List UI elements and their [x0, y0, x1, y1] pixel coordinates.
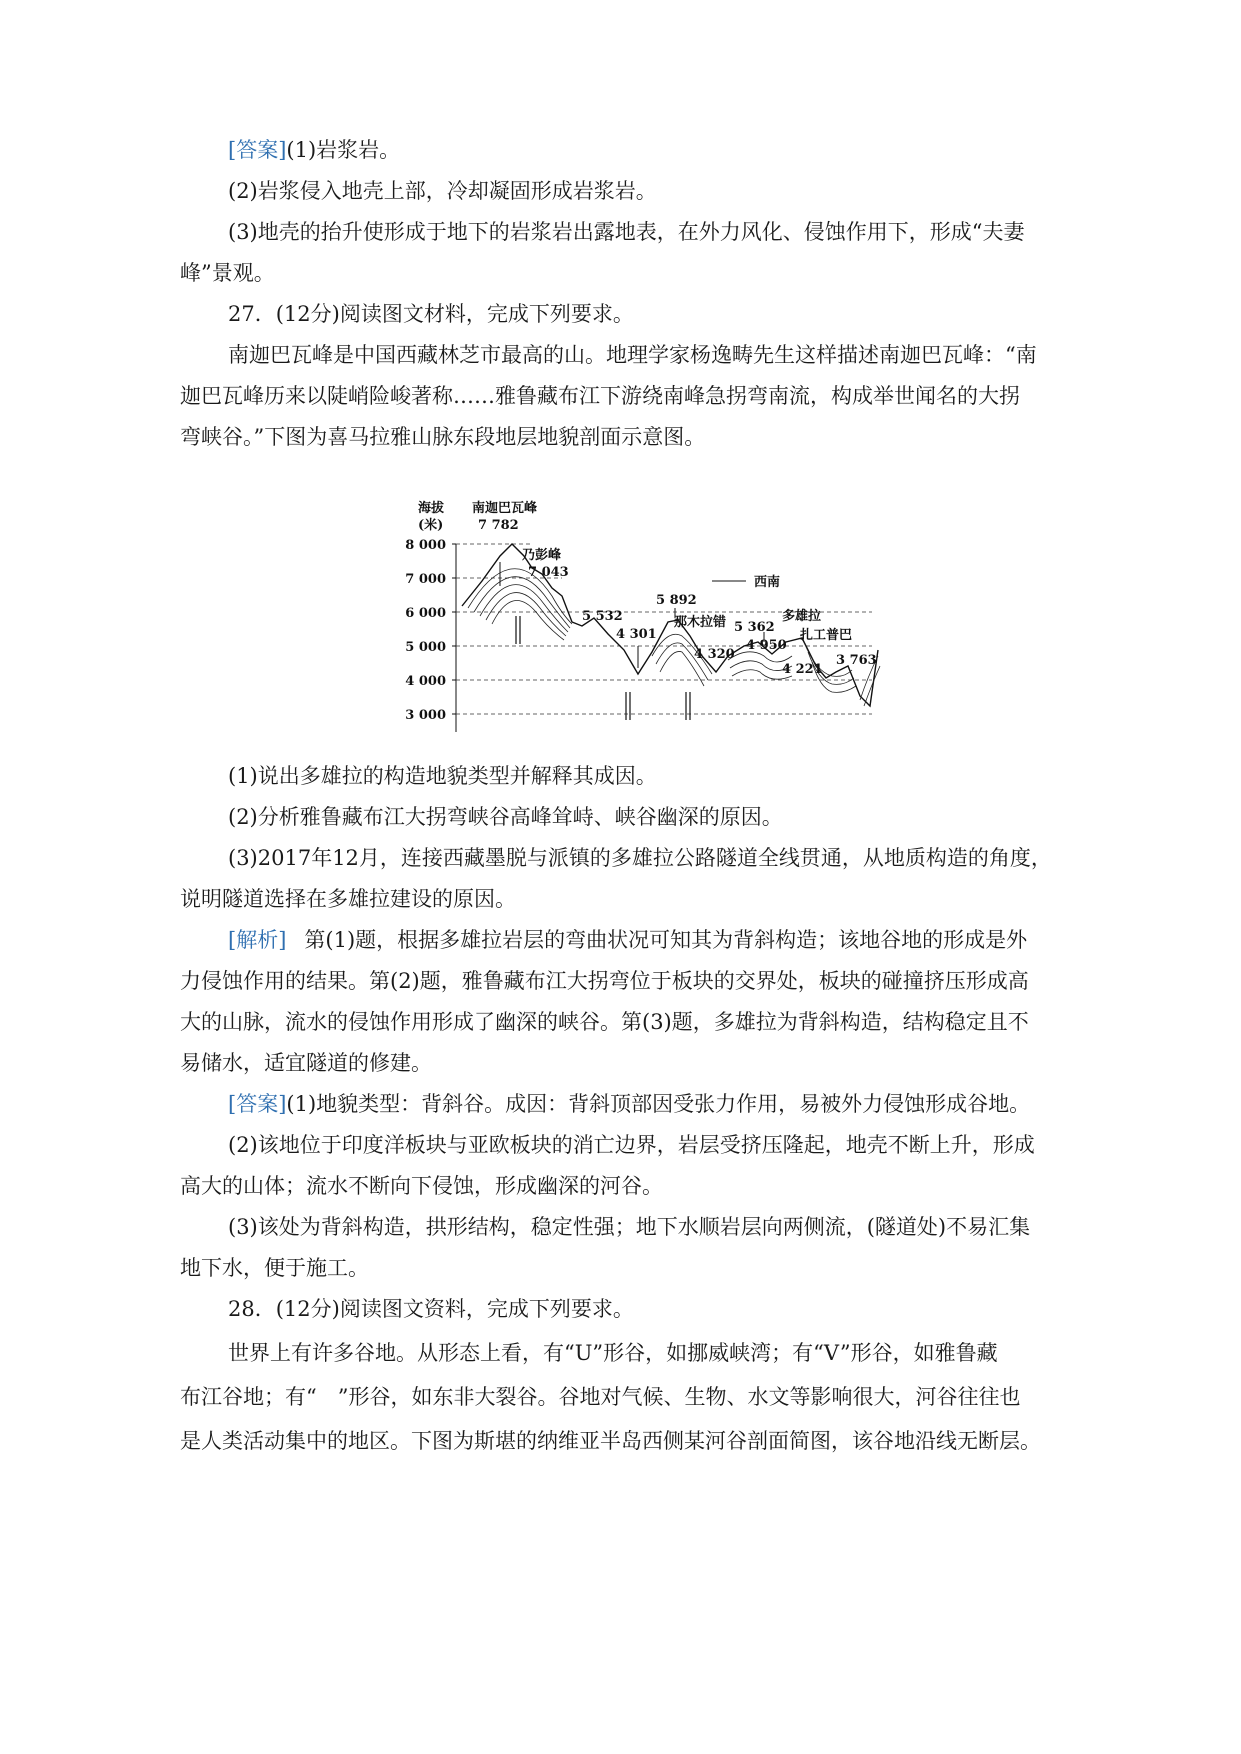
tick-label-6000: 6 000	[405, 606, 446, 621]
analysis-line-4: 易储水，适宜隧道的修建。	[180, 1051, 432, 1075]
label-namcha-barwa: 南迦巴瓦峰	[472, 501, 538, 516]
analysis-line-1: [解析] 第(1)题，根据多雄拉岩层的弯曲状况可知其为背斜构造；该地谷地的形成是外	[228, 928, 1028, 952]
q27-answer-line-2: (2)该地位于印度洋板块与亚欧板块的消亡边界，岩层受挤压隆起，地壳不断上升，形成	[228, 1133, 1035, 1157]
terrain-profile-line	[462, 544, 878, 706]
q27-paragraph-line-2: 迦巴瓦峰历来以陡峭险峻著称……雅鲁藏布江下游绕南峰急拐弯南流，构成举世闻名的大拐	[180, 384, 1020, 408]
tick-label-3000: 3 000	[405, 708, 446, 723]
tick-label-8000: 8 000	[405, 538, 446, 553]
label-duoxiongla: 多雄拉	[782, 609, 822, 624]
tick-label-5000: 5 000	[405, 640, 446, 655]
q28-paragraph-line-1: 世界上有许多谷地。从形态上看，有“U”形谷，如挪威峡湾；有“V”形谷，如雅鲁藏	[228, 1341, 998, 1365]
q27-question-1: (1)说出多雄拉的构造地貌类型并解释其成因。	[228, 764, 657, 788]
analysis-tag: [解析]	[228, 928, 287, 952]
geologic-cross-section-figure	[405, 496, 882, 740]
answer-line-3: (3)地壳的抬升使形成于地下的岩浆岩出露地表，在外力风化、侵蚀作用下，形成“夫妻	[228, 220, 1025, 244]
q28-paragraph-line-2: 布江谷地；有“ ”形谷，如东非大裂谷。谷地对气候、生物、水文等影响很大，河谷往往也	[180, 1385, 1021, 1409]
label-7043: 7 043	[528, 565, 569, 580]
label-5362: 5 362	[734, 620, 775, 635]
label-southwest: 西南	[754, 575, 781, 590]
analysis-line-2: 力侵蚀作用的结果。第(2)题，雅鲁藏布江大拐弯位于板块的交界处，板块的碰撞挤压形成高	[180, 969, 1029, 993]
label-4221: 4 221	[782, 662, 823, 677]
answer-tag: [答案]	[228, 138, 287, 162]
label-zhagong-puba: 扎工普巴	[800, 628, 853, 643]
label-5892: 5 892	[656, 593, 697, 608]
answer-line-3-cont: 峰”景观。	[180, 261, 275, 285]
y-ticks	[452, 544, 456, 714]
fault-markers	[516, 616, 690, 720]
label-4301: 4 301	[616, 627, 657, 642]
tick-label-4000: 4 000	[405, 674, 446, 689]
label-7782: 7 782	[478, 518, 519, 533]
q27-question-2: (2)分析雅鲁藏布江大拐弯峡谷高峰耸峙、峡谷幽深的原因。	[228, 805, 783, 829]
q27-paragraph-line-3: 弯峡谷。”下图为喜马拉雅山脉东段地层地貌剖面示意图。	[180, 425, 706, 449]
axis-title-unit: (米)	[418, 518, 444, 533]
answer-line-1: [答案](1)岩浆岩。	[228, 138, 401, 162]
answer-line-2: (2)岩浆侵入地壳上部，冷却凝固形成岩浆岩。	[228, 179, 657, 203]
tick-label-7000: 7 000	[405, 572, 446, 587]
question-27-heading: 27．(12分)阅读图文材料，完成下列要求。	[228, 302, 634, 326]
question-28-heading: 28．(12分)阅读图文资料，完成下列要求。	[228, 1297, 634, 1321]
q27-paragraph-line-1: 南迦巴瓦峰是中国西藏林芝市最高的山。地理学家杨逸畴先生这样描述南迦巴瓦峰：“南	[228, 343, 1037, 367]
q28-paragraph-line-3: 是人类活动集中的地区。下图为斯堪的纳维亚半岛西侧某河谷剖面简图，该谷地沿线无断层。	[180, 1429, 1041, 1453]
label-namu-la-co: 那木拉错	[674, 615, 727, 630]
axis-title-elevation: 海拔	[418, 501, 445, 516]
q27-question-3: (3)2017年12月，连接西藏墨脱与派镇的多雄拉公路隧道全线贯通，从地质构造的角度，	[228, 846, 1052, 870]
q27-answer-line-2-cont: 高大的山体；流水不断向下侵蚀，形成幽深的河谷。	[180, 1174, 663, 1198]
q27-answer-line-3-cont: 地下水，便于施工。	[180, 1256, 369, 1280]
label-4320: 4 320	[694, 647, 735, 662]
label-5532: 5 532	[582, 609, 623, 624]
cross-section-svg	[405, 496, 882, 740]
label-3763: 3 763	[836, 653, 877, 668]
q27-question-3-cont: 说明隧道选择在多雄拉建设的原因。	[180, 887, 516, 911]
q27-answer-line-1: [答案](1)地貌类型：背斜谷。成因：背斜顶部因受张力作用，易被外力侵蚀形成谷地。	[228, 1092, 1031, 1116]
analysis-line-3: 大的山脉，流水的侵蚀作用形成了幽深的峡谷。第(3)题，多雄拉为背斜构造，结构稳定且不	[180, 1010, 1029, 1034]
answer-tag: [答案]	[228, 1092, 287, 1116]
label-4950: 4 950	[746, 638, 787, 653]
label-naipeng-peak: 乃彭峰	[522, 548, 562, 563]
q27-answer-line-3: (3)该处为背斜构造，拱形结构，稳定性强；地下水顺岩层向两侧流，(隧道处)不易汇集	[228, 1215, 1031, 1239]
